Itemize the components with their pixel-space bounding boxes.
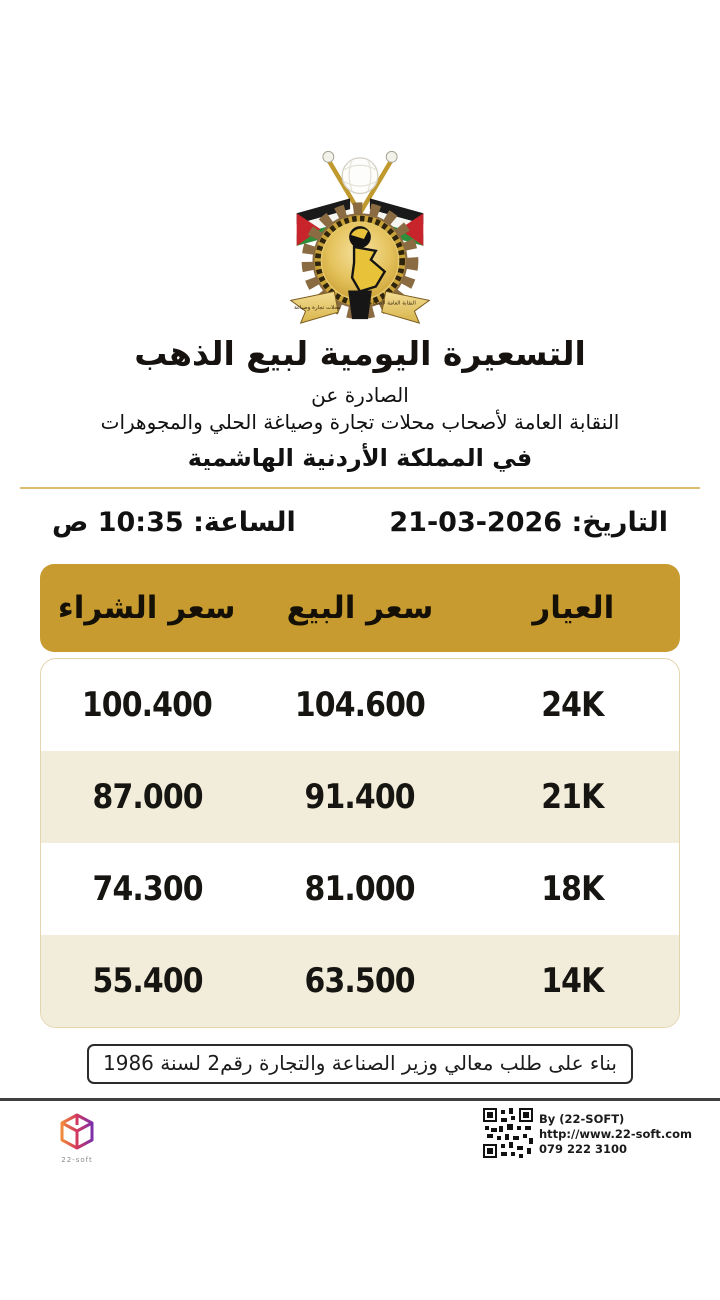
karat-21k: 21K [541, 777, 604, 817]
ribbon-text-left: محلات تجارة وصياغة [294, 305, 341, 312]
datetime-row [0, 507, 720, 538]
pearl-globe-icon [342, 158, 378, 194]
buy-21k: 87.000 [92, 777, 203, 817]
table-row-21k [41, 751, 679, 843]
table-row-24k [41, 659, 679, 751]
buy-24k: 100.400 [82, 685, 213, 725]
credit-text [539, 1108, 692, 1157]
buy-18k: 74.300 [92, 869, 203, 909]
time-group [52, 507, 296, 538]
date-group [389, 507, 668, 538]
time-value: 10:35 ص [52, 507, 184, 538]
22soft-cube-icon [56, 1112, 98, 1152]
karat-18k: 18K [541, 869, 604, 909]
page-title: التسعيرة اليومية لبيع الذهب [134, 334, 586, 373]
buy-14k: 55.400 [92, 961, 203, 1001]
bottom-divider [0, 1098, 720, 1101]
ribbon-text-right: النقابة العامة لأصحاب [367, 300, 416, 307]
header-sell-price: سعر البيع [286, 590, 434, 626]
qr-code-icon [483, 1108, 533, 1158]
ribbon-banner [291, 290, 430, 323]
emblem-container [0, 0, 720, 332]
credit-bar [0, 1106, 720, 1164]
sell-21k: 91.400 [304, 777, 416, 817]
sell-18k: 81.000 [304, 869, 416, 909]
ministerial-note: بناء على طلب معالي وزير الصناعة والتجارة رقم2 لسنة 1986 [87, 1044, 633, 1084]
subtitle-kingdom: في المملكة الأردنية الهاشمية [187, 444, 533, 472]
price-table-body [40, 658, 680, 1028]
gold-divider [20, 487, 700, 489]
subtitle-issued-by: الصادرة عن [311, 383, 409, 407]
sell-24k: 104.600 [294, 685, 426, 725]
time-label: الساعة: [193, 507, 296, 538]
date-label: التاريخ: [571, 507, 668, 538]
sell-14k: 63.500 [304, 961, 416, 1001]
table-row-14k [41, 935, 679, 1027]
subtitle-syndicate-name: النقابة العامة لأصحاب محلات تجارة وصياغة الحلي والمجوهرات [100, 410, 620, 434]
brand-label: 22-soft [61, 1156, 93, 1164]
table-row-18k [41, 843, 679, 935]
karat-14k: 14K [541, 961, 604, 1001]
credit-url: http://www.22-soft.com [538, 1126, 692, 1141]
date-value: 21-03-2026 [389, 507, 563, 538]
price-table-header [40, 564, 680, 652]
credit-phone: 079 222 3100 [538, 1141, 628, 1156]
header-buy-price: سعر الشراء [57, 590, 236, 626]
qr-credit-group [483, 1108, 692, 1158]
brand-logo-box [56, 1112, 98, 1164]
credit-by: By (22-SOFT) [538, 1112, 625, 1126]
karat-24k: 24K [541, 685, 604, 725]
syndicate-emblem-logo [267, 144, 453, 332]
header-karat: العيار [532, 590, 615, 626]
